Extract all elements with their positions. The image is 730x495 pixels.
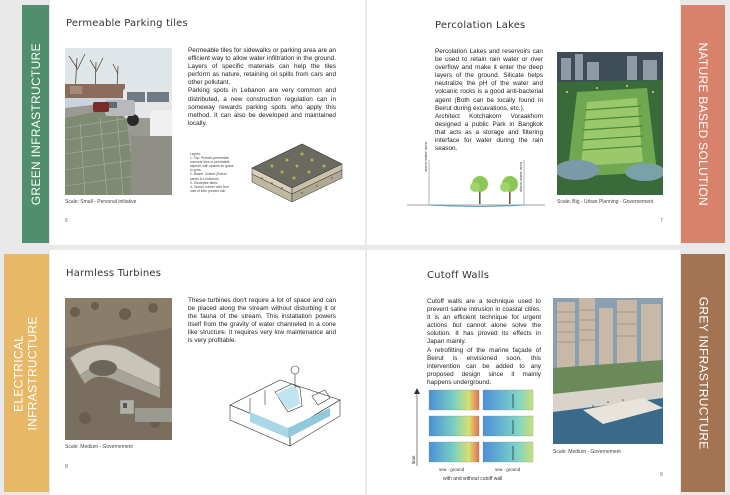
page-title: Percolation Lakes bbox=[435, 20, 526, 31]
tab-nature-label: NATURE BASED SOLUTION bbox=[696, 42, 711, 206]
page-title: Harmless Turbines bbox=[66, 268, 162, 279]
scale-caption: Scale: Small - Personal initiative bbox=[65, 199, 137, 205]
parking-lot-photo bbox=[65, 48, 172, 195]
paragraph: Parking spots in Lebanon are very common and distributed, a new construction regulation can in someway rewards parking spots who apply this method. It can also be developed and maintained locally. bbox=[188, 87, 336, 127]
paragraph: Cutoff walls are a technique used to prevent saline intrusion in coastal cities. It is an efficient technique for urgent actions but cannot alone solve the solution. It has proved its effects in Japan mainly. bbox=[427, 298, 541, 346]
page-number: 9 bbox=[660, 472, 663, 478]
turbine-channel-photo bbox=[65, 298, 172, 440]
layer-legend: Layers: 1- Top: Perméd permeable concrete tiles or permeable asphalt, with spaces for grass to grow. 2- Bitumi: Crated (Gravel sands to Limbones) 3- Geotextile fabric 4- Gravel, rubber with 9cm max of inter prevent soil bbox=[190, 152, 234, 193]
tab-nature-based-solution[interactable] bbox=[681, 5, 725, 243]
page-number: 7 bbox=[660, 218, 663, 224]
bangkok-park-aerial-photo bbox=[557, 52, 663, 195]
page-number: 6 bbox=[65, 218, 68, 224]
body-text bbox=[188, 297, 336, 346]
tab-grey-label: GREY INFRASTRUCTURE bbox=[696, 296, 711, 450]
page-percolation-lakes bbox=[367, 0, 680, 245]
tab-green-label: GREEN INFRASTRUCTURE bbox=[28, 42, 43, 205]
body-text bbox=[435, 48, 543, 153]
scale-caption: Scale: Medium - Governement bbox=[553, 449, 621, 455]
page-harmless-turbines bbox=[50, 250, 365, 495]
paragraph: Architect Kotchakorn Voraakhom designed a public Park in Bangkok that acts as a storage and filtering interface for water during the rain season. bbox=[435, 112, 543, 153]
time-axis-label: time bbox=[411, 455, 416, 464]
storm-water-label-right: storm water area bbox=[518, 161, 523, 192]
tab-grey-infrastructure[interactable] bbox=[681, 254, 725, 492]
paragraph: Percolation Lakes and reservoirs can be used to retain rain water or river overflow and make it enter the deep layers of the ground. Silicate helps neutralize the pH of the water and volcanic rocks is a good anti-bacterial agent (Both can be locally found in Beirut during excavations, etc.). bbox=[435, 48, 543, 112]
page-permeable-parking bbox=[50, 0, 365, 245]
scale-caption: Scale: Medium - Governement bbox=[65, 444, 133, 450]
page-cutoff-walls bbox=[367, 250, 680, 495]
paragraph: These turbines don't require a lot of space and can be placed along the stream without disturbing it or the fauna of the stream. This installation powers itself from the gravity of water channeled in a cone like structure. It requires very low maintenance and is very profitable. bbox=[188, 297, 336, 345]
sea-ground-label-right: sea - ground bbox=[495, 467, 521, 472]
permeable-tile-diagram bbox=[242, 138, 348, 208]
body-text bbox=[188, 47, 336, 128]
sea-ground-label-left: sea - ground bbox=[439, 467, 465, 472]
paragraph: Permeable tiles for sidewalks or parking area are an efficient way to allow water infiltration in the ground. Layers of specific materials can help the tiles perform as nature, retaining oil spills from cars and other pollutant. bbox=[188, 47, 336, 87]
page-title: Permeable Parking tiles bbox=[66, 18, 188, 29]
storm-water-label-left: storm water area bbox=[423, 141, 428, 172]
simulation-caption: with and without cutoff wall bbox=[443, 476, 503, 482]
saline-intrusion-simulation-grid bbox=[427, 388, 537, 470]
tab-electrical-label: ELECTRICAL INFRASTRUCTURE bbox=[12, 315, 41, 431]
page-title: Cutoff Walls bbox=[427, 270, 490, 281]
scale-caption: Scale: Big - Urban Planning - Governement bbox=[557, 199, 654, 205]
body-text bbox=[427, 298, 541, 387]
turbine-sketch bbox=[220, 350, 350, 448]
paragraph: A retrofitting of the marine façade of Beirut is envisioned soon, this intervention can be added to any proposed design since it mainly happens underground. bbox=[427, 346, 541, 386]
beirut-seafront-render bbox=[553, 298, 663, 444]
tab-green-infrastructure[interactable] bbox=[22, 5, 49, 243]
page-number: 8 bbox=[65, 464, 68, 470]
tab-electrical-infrastructure[interactable] bbox=[4, 254, 49, 492]
